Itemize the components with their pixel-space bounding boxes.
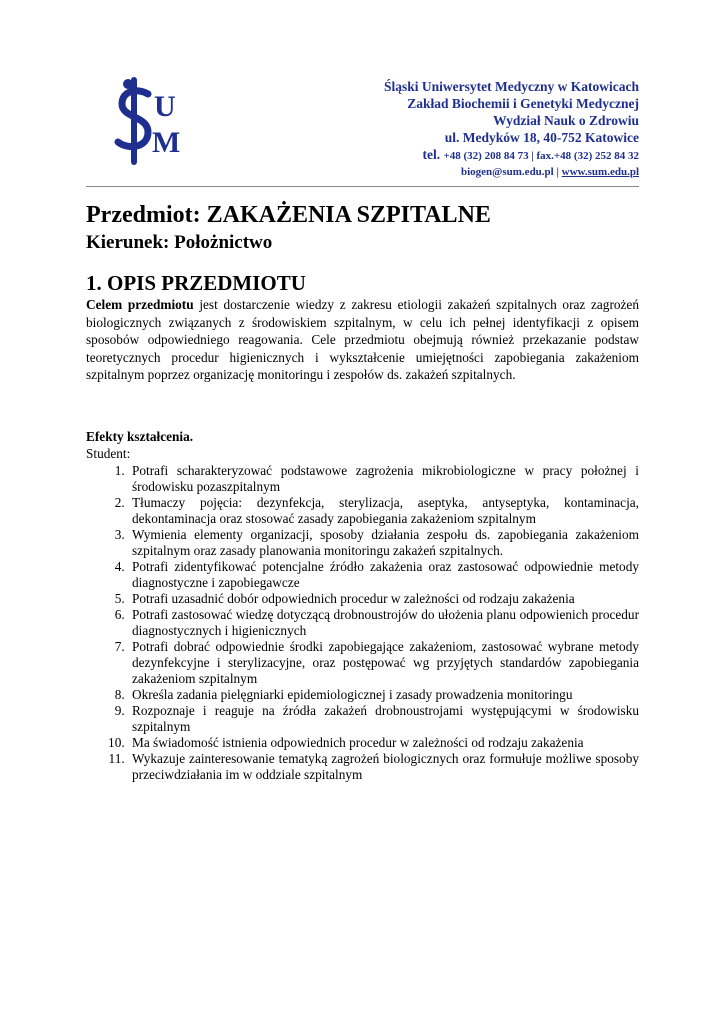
list-item: 1. Potrafi scharakteryzować podstawowe zagrożenia mikrobiologiczne w pracy położnej i środowisku pozaszpitalnym <box>128 463 639 495</box>
phone-line <box>309 146 639 164</box>
page-title: Przedmiot: ZAKAŻENIA SZPITALNE <box>86 202 491 228</box>
tel-numbers: +48 (32) 208 84 73 | fax.+48 (32) 252 84 32 <box>443 150 639 162</box>
list-item: 4. Potrafi zidentyfikować potencjalne źródło zakażenia oraz zastosować odpowiednie metody diagnostyczne i zapobiegawcze <box>128 559 639 591</box>
list-item: 5. Potrafi uzasadnić dobór odpowiednich procedur w zależności od rodzaju zakażenia <box>128 591 639 607</box>
course-description <box>86 296 639 384</box>
list-item: 10. Ma świadomość istnienia odpowiednich procedur w zależności od rodzaju zakażenia <box>128 735 639 751</box>
faculty-name: Wydział Nauk o Zdrowiu <box>493 113 639 128</box>
outcomes-list <box>86 463 639 783</box>
list-item: 8. Określa zadania pielęgniarki epidemiologicznej i zasady prowadzenia monitoringu <box>128 687 639 703</box>
outcomes-intro: Student: <box>86 446 131 461</box>
document-body <box>86 200 639 783</box>
list-item: 6. Potrafi zastosować wiedzę dotyczącą drobnoustrojów do ułożenia planu odpowienich procedur diagnostycznych i higienicznych <box>128 607 639 639</box>
sum-logo-icon <box>108 76 188 166</box>
outcomes-heading: Efekty kształcenia. <box>86 428 194 444</box>
university-logo <box>108 76 188 166</box>
list-item: 11. Wykazuje zainteresowanie tematyką zagrożeń biologicznych oraz formułuje możliwe sposoby przeciwdziałania im w oddziale szpitalnym <box>128 751 639 783</box>
contact-separator: | <box>556 166 559 178</box>
list-item: 7. Potrafi dobrać odpowiednie środki zapobiegające zakażeniom, zastosować wybrane metody dezynfekcyjne i sterylizacyjne, oraz postępować wg przyjętych standardów zapobiegania zakażeniom szpitalnym <box>128 639 639 687</box>
logo-letter-u: U <box>154 90 176 123</box>
letterhead <box>309 78 639 180</box>
address: ul. Medyków 18, 40-752 Katowice <box>444 130 639 145</box>
description-lead: Celem przedmiotu <box>86 297 194 312</box>
list-item: 9. Rozpoznaje i reaguje na źródła zakażeń drobnoustrojami występującymi w środowisku szpitalnym <box>128 703 639 735</box>
description-body: jest dostarczenie wiedzy z zakresu etiologii zakażeń szpitalnych oraz zagrożeń biologicznych związanych z środowiskiem szpitalnym, w celu ich pełnej identyfikacji z opisem sposobów odpowiedniego reagowania. Cele przedmiotu obejmują również przekazanie podstaw teoretycznych procedur higienicznych i wykształcenie umiejętności zapobiegania zakażeniom szpitalnym poprzez organizację monitoringu i zespołów ds. zakażeń szpitalnych. <box>86 297 639 382</box>
header-divider <box>86 186 639 187</box>
contact-line <box>309 164 639 180</box>
tel-label: tel. <box>422 147 441 162</box>
website-link[interactable]: www.sum.edu.pl <box>561 166 639 178</box>
list-item: 2. Tłumaczy pojęcia: dezynfekcja, sterylizacja, aseptyka, antyseptyka, kontaminacja, dekontaminacja oraz stosować zasady zapobiegania zakażeniom szpitalnym <box>128 495 639 527</box>
email-text: biogen@sum.edu.pl <box>460 166 554 178</box>
department-name: Zakład Biochemii i Genetyki Medycznej <box>407 96 639 111</box>
logo-letter-m: M <box>152 126 181 159</box>
university-name: Śląski Uniwersytet Medyczny w Katowicach <box>384 79 639 94</box>
list-item: 3. Wymienia elementy organizacji, sposoby działania zespołu ds. zapobiegania zakażeniom szpitalnym oraz zasady planowania monitoringu zakażeń szpitalnych. <box>128 527 639 559</box>
page-subtitle: Kierunek: Położnictwo <box>86 232 273 253</box>
section-heading: 1. OPIS PRZEDMIOTU <box>86 271 306 295</box>
